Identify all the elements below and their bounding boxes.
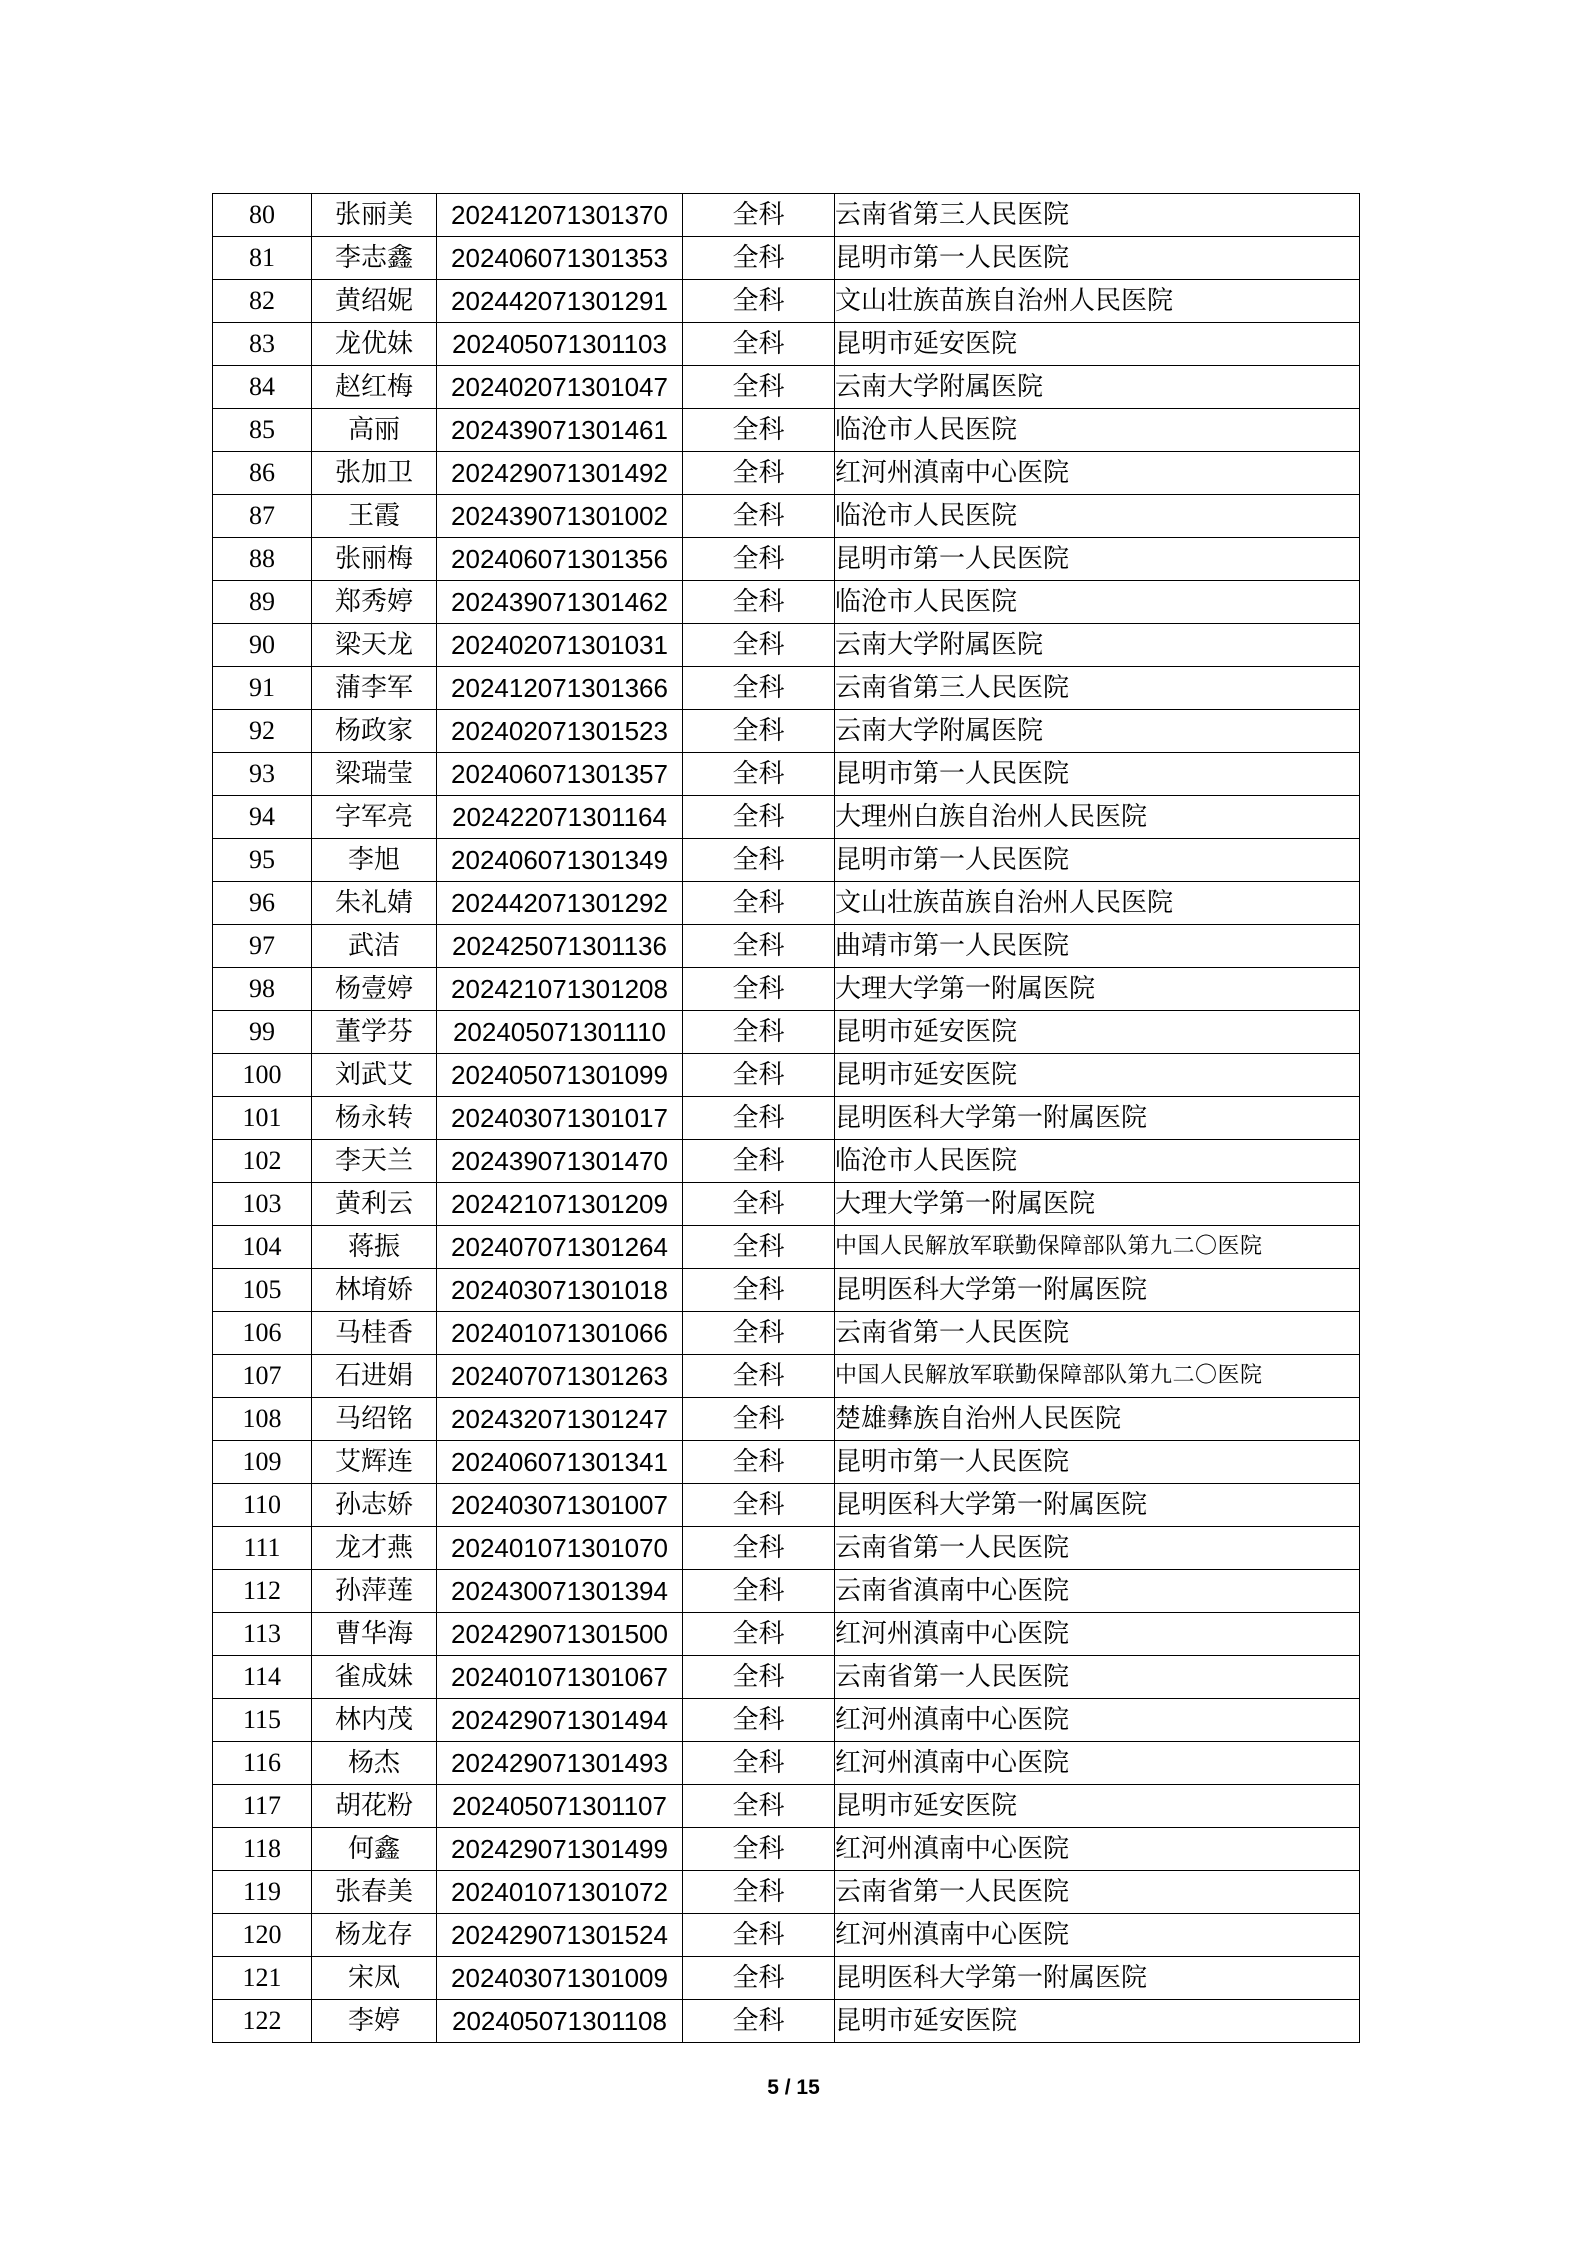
specialty-cell: 全科 — [683, 1398, 835, 1441]
specialty-cell: 全科 — [683, 194, 835, 237]
row-number-cell: 97 — [213, 925, 312, 968]
hospital-cell: 云南大学附属医院 — [835, 366, 1360, 409]
row-number-cell: 102 — [213, 1140, 312, 1183]
name-cell: 雀成妹 — [312, 1656, 437, 1699]
hospital-cell: 临沧市人民医院 — [835, 1140, 1360, 1183]
hospital-cell: 红河州滇南中心医院 — [835, 1914, 1360, 1957]
registration-id-cell: 202429071301499 — [437, 1828, 683, 1871]
registration-id-cell: 202403071301007 — [437, 1484, 683, 1527]
registration-id-cell: 202405071301108 — [437, 2000, 683, 2043]
table-row — [213, 1914, 1360, 1957]
hospital-cell: 云南省滇南中心医院 — [835, 1570, 1360, 1613]
table-row — [213, 2000, 1360, 2043]
specialty-cell: 全科 — [683, 839, 835, 882]
specialty-cell: 全科 — [683, 1140, 835, 1183]
name-cell: 马绍铭 — [312, 1398, 437, 1441]
specialty-cell: 全科 — [683, 796, 835, 839]
name-cell: 孙萍莲 — [312, 1570, 437, 1613]
table-row — [213, 1312, 1360, 1355]
hospital-cell: 云南省第一人民医院 — [835, 1871, 1360, 1914]
registration-id-cell: 202403071301018 — [437, 1269, 683, 1312]
hospital-cell: 曲靖市第一人民医院 — [835, 925, 1360, 968]
registration-id-cell: 202429071301500 — [437, 1613, 683, 1656]
row-number-cell: 95 — [213, 839, 312, 882]
row-number-cell: 84 — [213, 366, 312, 409]
row-number-cell: 105 — [213, 1269, 312, 1312]
specialty-cell: 全科 — [683, 280, 835, 323]
registration-id-cell: 202401071301072 — [437, 1871, 683, 1914]
row-number-cell: 101 — [213, 1097, 312, 1140]
table-row — [213, 1441, 1360, 1484]
hospital-cell: 临沧市人民医院 — [835, 409, 1360, 452]
specialty-cell: 全科 — [683, 237, 835, 280]
table-row — [213, 1828, 1360, 1871]
name-cell: 蒋振 — [312, 1226, 437, 1269]
specialty-cell: 全科 — [683, 667, 835, 710]
hospital-cell: 大理州白族自治州人民医院 — [835, 796, 1360, 839]
specialty-cell: 全科 — [683, 1828, 835, 1871]
name-cell: 李天兰 — [312, 1140, 437, 1183]
hospital-cell: 红河州滇南中心医院 — [835, 1613, 1360, 1656]
row-number-cell: 90 — [213, 624, 312, 667]
specialty-cell: 全科 — [683, 581, 835, 624]
registration-id-cell: 202429071301492 — [437, 452, 683, 495]
name-cell: 朱礼婧 — [312, 882, 437, 925]
specialty-cell: 全科 — [683, 1656, 835, 1699]
table-row — [213, 1398, 1360, 1441]
specialty-cell: 全科 — [683, 882, 835, 925]
row-number-cell: 89 — [213, 581, 312, 624]
name-cell: 杨龙存 — [312, 1914, 437, 1957]
row-number-cell: 93 — [213, 753, 312, 796]
table-row — [213, 968, 1360, 1011]
row-number-cell: 122 — [213, 2000, 312, 2043]
name-cell: 张丽梅 — [312, 538, 437, 581]
registration-id-cell: 202439071301462 — [437, 581, 683, 624]
row-number-cell: 94 — [213, 796, 312, 839]
row-number-cell: 111 — [213, 1527, 312, 1570]
specialty-cell: 全科 — [683, 323, 835, 366]
row-number-cell: 80 — [213, 194, 312, 237]
name-cell: 林堉娇 — [312, 1269, 437, 1312]
row-number-cell: 110 — [213, 1484, 312, 1527]
registration-id-cell: 202425071301136 — [437, 925, 683, 968]
registration-id-cell: 202412071301366 — [437, 667, 683, 710]
table-row — [213, 1011, 1360, 1054]
registration-id-cell: 202406071301356 — [437, 538, 683, 581]
hospital-cell: 临沧市人民医院 — [835, 495, 1360, 538]
name-cell: 梁天龙 — [312, 624, 437, 667]
specialty-cell: 全科 — [683, 1699, 835, 1742]
hospital-cell: 云南大学附属医院 — [835, 624, 1360, 667]
registration-id-cell: 202439071301470 — [437, 1140, 683, 1183]
row-number-cell: 82 — [213, 280, 312, 323]
hospital-cell: 大理大学第一附属医院 — [835, 968, 1360, 1011]
row-number-cell: 100 — [213, 1054, 312, 1097]
specialty-cell: 全科 — [683, 538, 835, 581]
registration-id-cell: 202406071301349 — [437, 839, 683, 882]
name-cell: 郑秀婷 — [312, 581, 437, 624]
name-cell: 张春美 — [312, 1871, 437, 1914]
specialty-cell: 全科 — [683, 1054, 835, 1097]
registration-id-cell: 202402071301523 — [437, 710, 683, 753]
specialty-cell: 全科 — [683, 1312, 835, 1355]
table-row — [213, 1570, 1360, 1613]
hospital-cell: 昆明市第一人民医院 — [835, 753, 1360, 796]
hospital-cell: 中国人民解放军联勤保障部队第九二〇医院 — [835, 1355, 1360, 1398]
hospital-cell: 临沧市人民医院 — [835, 581, 1360, 624]
table-row — [213, 1097, 1360, 1140]
hospital-cell: 红河州滇南中心医院 — [835, 1828, 1360, 1871]
hospital-cell: 云南省第一人民医院 — [835, 1527, 1360, 1570]
registration-id-cell: 202401071301070 — [437, 1527, 683, 1570]
table-row — [213, 280, 1360, 323]
registration-id-cell: 202405071301099 — [437, 1054, 683, 1097]
page-number: 5 / 15 — [767, 2076, 820, 2099]
table-row — [213, 1355, 1360, 1398]
registration-id-cell: 202429071301494 — [437, 1699, 683, 1742]
row-number-cell: 83 — [213, 323, 312, 366]
registration-id-cell: 202439071301002 — [437, 495, 683, 538]
specialty-cell: 全科 — [683, 1785, 835, 1828]
hospital-cell: 昆明市延安医院 — [835, 1011, 1360, 1054]
row-number-cell: 104 — [213, 1226, 312, 1269]
name-cell: 胡花粉 — [312, 1785, 437, 1828]
row-number-cell: 112 — [213, 1570, 312, 1613]
name-cell: 蒲李军 — [312, 667, 437, 710]
hospital-cell: 昆明市第一人民医院 — [835, 1441, 1360, 1484]
table-row — [213, 839, 1360, 882]
table-row — [213, 323, 1360, 366]
row-number-cell: 86 — [213, 452, 312, 495]
specialty-cell: 全科 — [683, 1613, 835, 1656]
name-cell: 赵红梅 — [312, 366, 437, 409]
hospital-cell: 大理大学第一附属医院 — [835, 1183, 1360, 1226]
specialty-cell: 全科 — [683, 1527, 835, 1570]
table-row — [213, 237, 1360, 280]
hospital-cell: 文山壮族苗族自治州人民医院 — [835, 280, 1360, 323]
specialty-cell: 全科 — [683, 1742, 835, 1785]
hospital-cell: 中国人民解放军联勤保障部队第九二〇医院 — [835, 1226, 1360, 1269]
row-number-cell: 114 — [213, 1656, 312, 1699]
row-number-cell: 120 — [213, 1914, 312, 1957]
specialty-cell: 全科 — [683, 1011, 835, 1054]
specialty-cell: 全科 — [683, 1957, 835, 2000]
table-row — [213, 1140, 1360, 1183]
table-row — [213, 1269, 1360, 1312]
table-row — [213, 796, 1360, 839]
hospital-cell: 昆明医科大学第一附属医院 — [835, 1097, 1360, 1140]
specialty-cell: 全科 — [683, 1097, 835, 1140]
hospital-cell: 文山壮族苗族自治州人民医院 — [835, 882, 1360, 925]
hospital-cell: 红河州滇南中心医院 — [835, 452, 1360, 495]
row-number-cell: 116 — [213, 1742, 312, 1785]
row-number-cell: 91 — [213, 667, 312, 710]
name-cell: 张丽美 — [312, 194, 437, 237]
registration-id-cell: 202421071301208 — [437, 968, 683, 1011]
registration-id-cell: 202439071301461 — [437, 409, 683, 452]
registration-id-cell: 202405071301110 — [437, 1011, 683, 1054]
specialty-cell: 全科 — [683, 968, 835, 1011]
table-row — [213, 1527, 1360, 1570]
specialty-cell: 全科 — [683, 1183, 835, 1226]
hospital-cell: 昆明市第一人民医院 — [835, 538, 1360, 581]
registration-id-cell: 202402071301047 — [437, 366, 683, 409]
table-row — [213, 1699, 1360, 1742]
name-cell: 林内茂 — [312, 1699, 437, 1742]
name-cell: 杨壹婷 — [312, 968, 437, 1011]
hospital-cell: 昆明市第一人民医院 — [835, 237, 1360, 280]
specialty-cell: 全科 — [683, 2000, 835, 2043]
row-number-cell: 88 — [213, 538, 312, 581]
row-number-cell: 81 — [213, 237, 312, 280]
registration-id-cell: 202432071301247 — [437, 1398, 683, 1441]
hospital-cell: 红河州滇南中心医院 — [835, 1699, 1360, 1742]
hospital-cell: 云南大学附属医院 — [835, 710, 1360, 753]
name-cell: 王霞 — [312, 495, 437, 538]
row-number-cell: 107 — [213, 1355, 312, 1398]
registration-id-cell: 202406071301353 — [437, 237, 683, 280]
specialty-cell: 全科 — [683, 1871, 835, 1914]
name-cell: 马桂香 — [312, 1312, 437, 1355]
registration-id-cell: 202407071301264 — [437, 1226, 683, 1269]
hospital-cell: 昆明市延安医院 — [835, 1054, 1360, 1097]
table-row — [213, 538, 1360, 581]
hospital-cell: 昆明市延安医院 — [835, 1785, 1360, 1828]
specialty-cell: 全科 — [683, 366, 835, 409]
specialty-cell: 全科 — [683, 1484, 835, 1527]
name-cell: 李婷 — [312, 2000, 437, 2043]
name-cell: 李旭 — [312, 839, 437, 882]
row-number-cell: 118 — [213, 1828, 312, 1871]
table-row — [213, 194, 1360, 237]
hospital-cell: 昆明市延安医院 — [835, 2000, 1360, 2043]
name-cell: 黄利云 — [312, 1183, 437, 1226]
hospital-cell: 楚雄彝族自治州人民医院 — [835, 1398, 1360, 1441]
specialty-cell: 全科 — [683, 1570, 835, 1613]
registration-id-cell: 202429071301493 — [437, 1742, 683, 1785]
row-number-cell: 113 — [213, 1613, 312, 1656]
row-number-cell: 121 — [213, 1957, 312, 2000]
name-cell: 梁瑞莹 — [312, 753, 437, 796]
hospital-cell: 昆明医科大学第一附属医院 — [835, 1269, 1360, 1312]
table-row — [213, 753, 1360, 796]
name-cell: 龙优妹 — [312, 323, 437, 366]
row-number-cell: 109 — [213, 1441, 312, 1484]
row-number-cell: 103 — [213, 1183, 312, 1226]
name-cell: 孙志娇 — [312, 1484, 437, 1527]
table-row — [213, 1957, 1360, 2000]
specialty-cell: 全科 — [683, 409, 835, 452]
hospital-cell: 昆明市延安医院 — [835, 323, 1360, 366]
name-cell: 石进娟 — [312, 1355, 437, 1398]
hospital-cell: 昆明医科大学第一附属医院 — [835, 1484, 1360, 1527]
row-number-cell: 108 — [213, 1398, 312, 1441]
table-row — [213, 1871, 1360, 1914]
row-number-cell: 96 — [213, 882, 312, 925]
name-cell: 曹华海 — [312, 1613, 437, 1656]
specialty-cell: 全科 — [683, 925, 835, 968]
specialty-cell: 全科 — [683, 710, 835, 753]
name-cell: 张加卫 — [312, 452, 437, 495]
specialty-cell: 全科 — [683, 1226, 835, 1269]
registration-id-cell: 202442071301292 — [437, 882, 683, 925]
table-row — [213, 1054, 1360, 1097]
table-row — [213, 1656, 1360, 1699]
specialty-cell: 全科 — [683, 1914, 835, 1957]
hospital-cell: 云南省第一人民医院 — [835, 1656, 1360, 1699]
name-cell: 杨政家 — [312, 710, 437, 753]
hospital-cell: 昆明市第一人民医院 — [835, 839, 1360, 882]
row-number-cell: 92 — [213, 710, 312, 753]
table-row — [213, 710, 1360, 753]
registration-id-cell: 202401071301067 — [437, 1656, 683, 1699]
row-number-cell: 115 — [213, 1699, 312, 1742]
registration-id-cell: 202403071301009 — [437, 1957, 683, 2000]
specialty-cell: 全科 — [683, 452, 835, 495]
registration-id-cell: 202405071301103 — [437, 323, 683, 366]
table-row — [213, 1484, 1360, 1527]
table-row — [213, 667, 1360, 710]
specialty-cell: 全科 — [683, 1441, 835, 1484]
registration-id-cell: 202402071301031 — [437, 624, 683, 667]
row-number-cell: 106 — [213, 1312, 312, 1355]
hospital-cell: 云南省第三人民医院 — [835, 667, 1360, 710]
table-row — [213, 1785, 1360, 1828]
table-row — [213, 1613, 1360, 1656]
registration-id-cell: 202442071301291 — [437, 280, 683, 323]
name-cell: 杨永转 — [312, 1097, 437, 1140]
table-row — [213, 624, 1360, 667]
table-row — [213, 495, 1360, 538]
name-cell: 黄绍妮 — [312, 280, 437, 323]
row-number-cell: 119 — [213, 1871, 312, 1914]
hospital-cell: 红河州滇南中心医院 — [835, 1742, 1360, 1785]
registration-id-cell: 202406071301341 — [437, 1441, 683, 1484]
name-cell: 董学芬 — [312, 1011, 437, 1054]
table-row — [213, 1226, 1360, 1269]
table-row — [213, 1742, 1360, 1785]
specialty-cell: 全科 — [683, 624, 835, 667]
table-row — [213, 409, 1360, 452]
table-row — [213, 581, 1360, 624]
row-number-cell: 85 — [213, 409, 312, 452]
name-cell: 龙才燕 — [312, 1527, 437, 1570]
specialty-cell: 全科 — [683, 495, 835, 538]
registration-id-cell: 202407071301263 — [437, 1355, 683, 1398]
roster-table-body — [213, 194, 1360, 2043]
name-cell: 宋凤 — [312, 1957, 437, 2000]
name-cell: 字军亮 — [312, 796, 437, 839]
row-number-cell: 99 — [213, 1011, 312, 1054]
registration-id-cell: 202405071301107 — [437, 1785, 683, 1828]
table-row — [213, 1183, 1360, 1226]
registration-id-cell: 202422071301164 — [437, 796, 683, 839]
name-cell: 高丽 — [312, 409, 437, 452]
name-cell: 李志鑫 — [312, 237, 437, 280]
table-row — [213, 452, 1360, 495]
hospital-cell: 云南省第一人民医院 — [835, 1312, 1360, 1355]
registration-id-cell: 202406071301357 — [437, 753, 683, 796]
specialty-cell: 全科 — [683, 1269, 835, 1312]
specialty-cell: 全科 — [683, 753, 835, 796]
table-row — [213, 925, 1360, 968]
row-number-cell: 117 — [213, 1785, 312, 1828]
hospital-cell: 云南省第三人民医院 — [835, 194, 1360, 237]
registration-id-cell: 202403071301017 — [437, 1097, 683, 1140]
name-cell: 武洁 — [312, 925, 437, 968]
row-number-cell: 98 — [213, 968, 312, 1011]
name-cell: 何鑫 — [312, 1828, 437, 1871]
name-cell: 艾辉连 — [312, 1441, 437, 1484]
registration-id-cell: 202429071301524 — [437, 1914, 683, 1957]
roster-table — [212, 193, 1360, 2043]
registration-id-cell: 202430071301394 — [437, 1570, 683, 1613]
registration-id-cell: 202412071301370 — [437, 194, 683, 237]
table-row — [213, 366, 1360, 409]
table-row — [213, 882, 1360, 925]
name-cell: 刘武艾 — [312, 1054, 437, 1097]
registration-id-cell: 202421071301209 — [437, 1183, 683, 1226]
hospital-cell: 昆明医科大学第一附属医院 — [835, 1957, 1360, 2000]
specialty-cell: 全科 — [683, 1355, 835, 1398]
registration-id-cell: 202401071301066 — [437, 1312, 683, 1355]
name-cell: 杨杰 — [312, 1742, 437, 1785]
row-number-cell: 87 — [213, 495, 312, 538]
